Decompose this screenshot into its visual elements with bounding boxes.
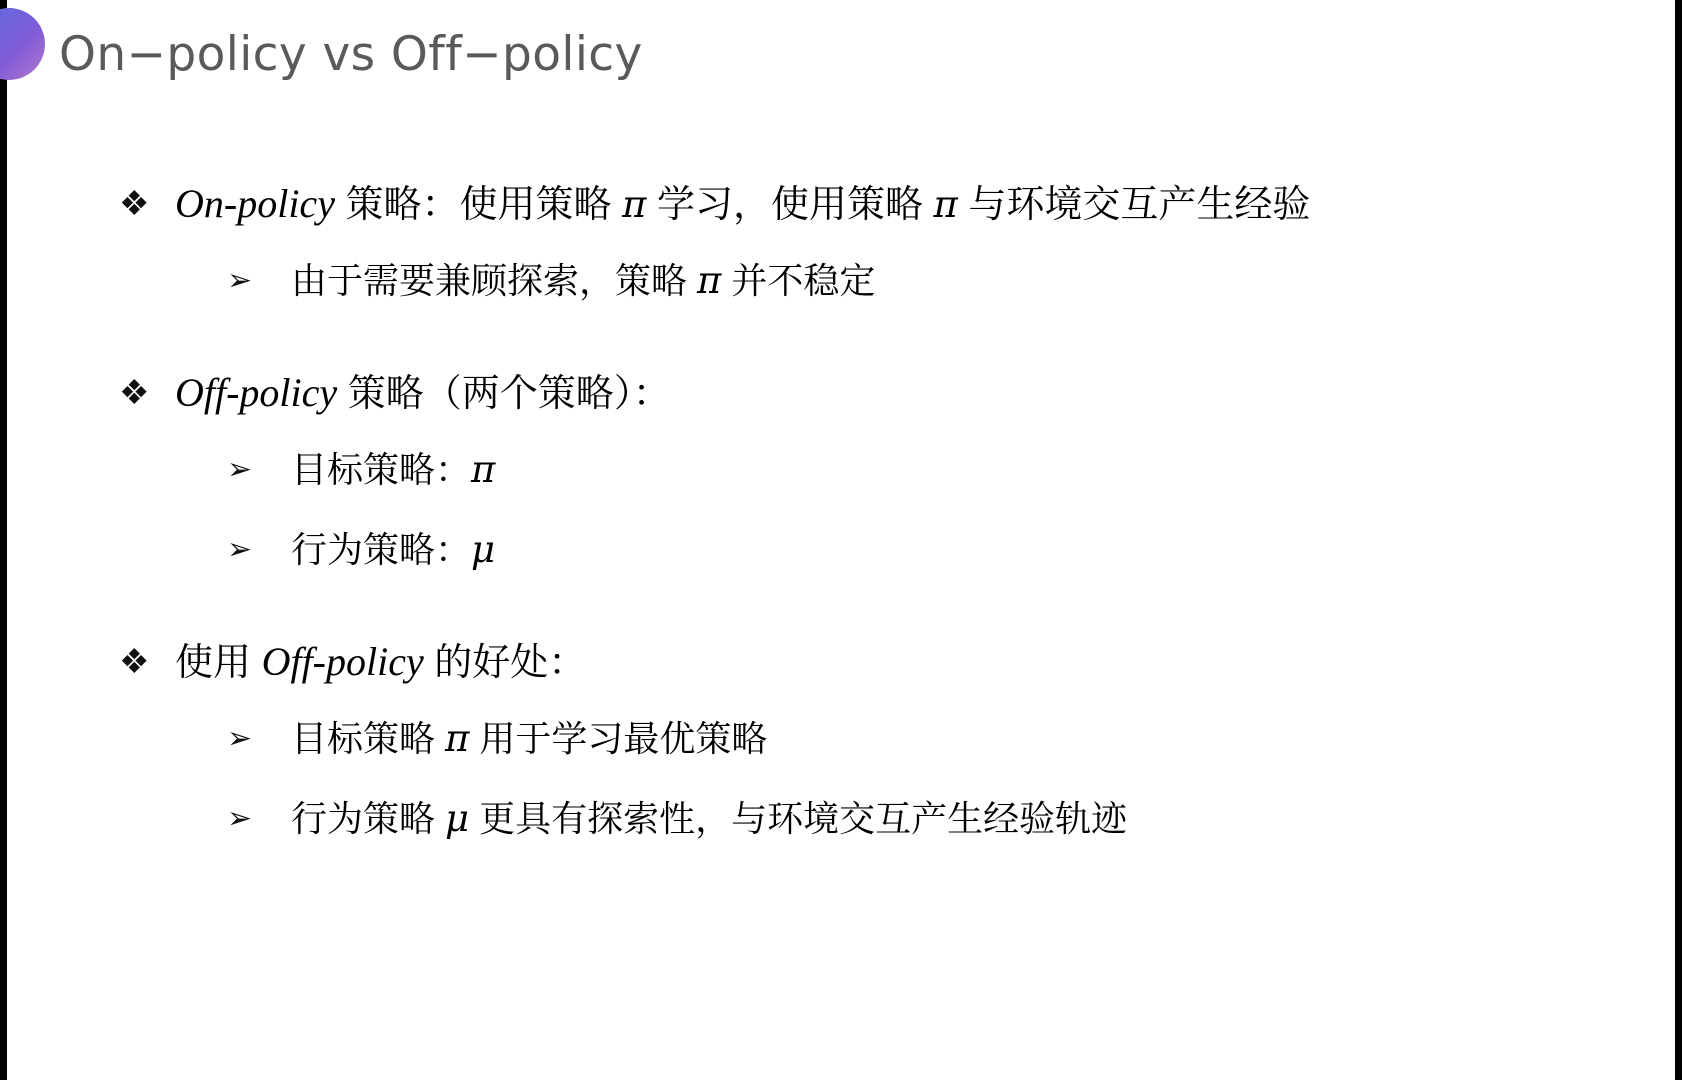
page-title: On−policy vs Off−policy [59, 27, 643, 82]
bullet-on-policy-instability [7, 255, 1675, 307]
bullet-behavior-policy [7, 524, 1675, 576]
arrow-bullet-icon: ➢ [227, 802, 253, 835]
text-run: On-policy [175, 181, 335, 226]
diamond-bullet-icon: ❖ [119, 643, 150, 681]
text-run: π [933, 183, 958, 226]
text-run: μ [445, 797, 470, 840]
text-run: 行为策略 [291, 798, 446, 839]
text-run: 用于学习最优策略 [469, 718, 768, 759]
arrow-bullet-icon: ➢ [227, 722, 253, 755]
arrow-bullet-icon: ➢ [227, 264, 253, 297]
bullet-text [291, 449, 495, 490]
slide-frame-left-edge [0, 0, 7, 1080]
text-run: 更具有探索性，与环境交互产生经验轨迹 [469, 798, 1128, 839]
text-run: 策略：使用策略 [334, 184, 623, 226]
text-run: 学习，使用策略 [646, 184, 934, 226]
slide-frame-right-edge [1675, 0, 1682, 1080]
bullet-text [291, 260, 875, 301]
bullet-text [175, 639, 587, 684]
text-run: 与环境交互产生经验 [957, 184, 1311, 226]
text-run: 行为策略： [291, 529, 472, 570]
text-run: π [697, 259, 722, 302]
text-run: π [445, 717, 470, 760]
bullet-text [291, 529, 495, 570]
bullet-off-policy-definition [7, 365, 1675, 422]
text-run: 由于需要兼顾探索，策略 [291, 260, 698, 301]
text-run: 策略（两个策略）： [337, 373, 671, 415]
group-spacer [7, 604, 1675, 634]
text-run: Off-policy [175, 370, 338, 415]
diamond-bullet-icon: ❖ [119, 374, 150, 412]
text-run: π [622, 183, 647, 226]
text-run: Off-policy [261, 639, 424, 684]
bullet-off-policy-benefits [7, 634, 1675, 691]
slide-canvas [7, 0, 1675, 1080]
text-run: 并不稳定 [721, 260, 876, 301]
bullet-benefit-behavior-policy [7, 793, 1675, 845]
text-run: 目标策略 [291, 718, 446, 759]
bullet-text [175, 181, 1311, 226]
bullet-target-policy [7, 444, 1675, 496]
bullet-text [291, 798, 1127, 839]
bullet-on-policy-definition [7, 176, 1675, 233]
text-run: 的好处： [423, 642, 587, 684]
text-run: π [471, 448, 496, 491]
text-run: μ [471, 528, 496, 571]
bullet-text [175, 370, 671, 415]
bullet-text [291, 718, 767, 759]
bullet-benefit-target-policy [7, 713, 1675, 765]
title-decorative-circle [0, 8, 45, 80]
diamond-bullet-icon: ❖ [119, 185, 150, 223]
arrow-bullet-icon: ➢ [227, 533, 253, 566]
group-spacer [7, 335, 1675, 365]
arrow-bullet-icon: ➢ [227, 453, 253, 486]
text-run: 目标策略： [291, 449, 472, 490]
text-run: 使用 [175, 642, 262, 684]
slide-body [7, 176, 1675, 873]
